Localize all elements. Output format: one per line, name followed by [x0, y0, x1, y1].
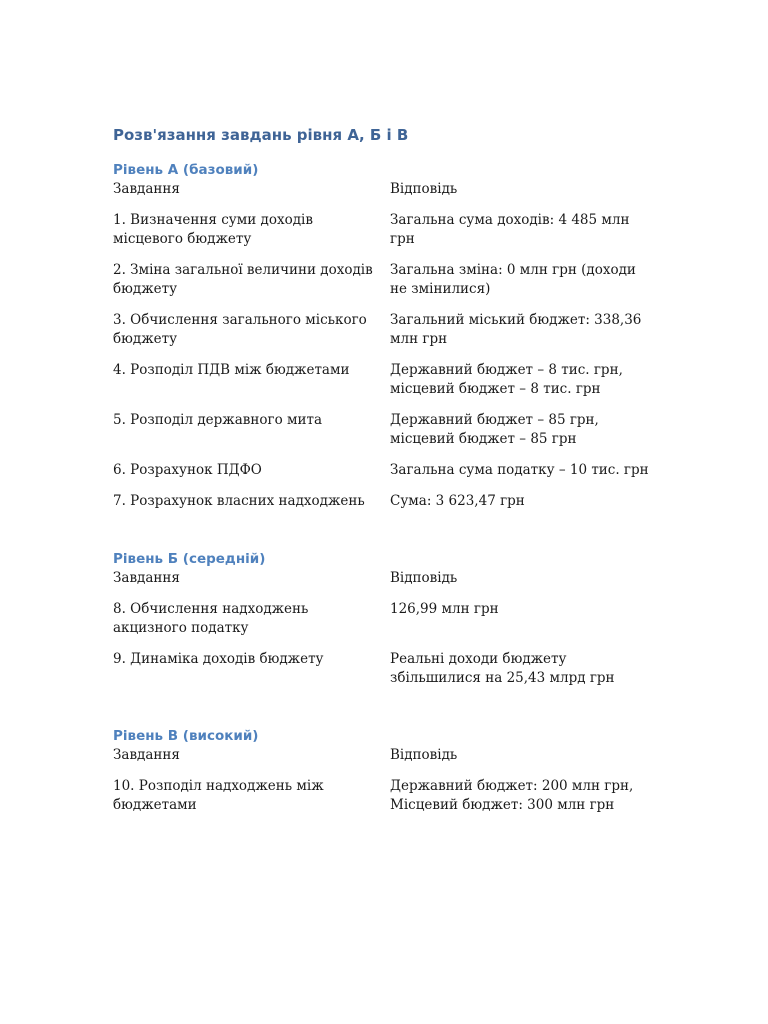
table-row — [113, 600, 653, 650]
task-cell: 10. Розподіл надходжень між бюджетами — [113, 778, 324, 813]
table-row — [113, 461, 653, 492]
table-row — [113, 211, 653, 261]
table-row — [113, 650, 653, 700]
tasks-table-level-a — [113, 180, 653, 523]
column-header-task: Завдання — [113, 181, 180, 197]
answer-cell: Загальна зміна: 0 млн грн (доходи не змінилися) — [390, 262, 636, 297]
column-header-answer: Відповідь — [390, 570, 458, 586]
task-cell: 1. Визначення суми доходів місцевого бюджету — [113, 212, 313, 247]
tasks-table-level-b — [113, 569, 653, 700]
section-level-c — [113, 726, 653, 827]
column-header-task: Завдання — [113, 570, 180, 586]
table-row — [113, 492, 653, 523]
task-cell: 4. Розподіл ПДВ між бюджетами — [113, 362, 350, 378]
table-row — [113, 411, 653, 461]
task-cell: 2. Зміна загальної величини доходів бюджету — [113, 262, 373, 297]
task-cell: 9. Динаміка доходів бюджету — [113, 651, 324, 667]
task-cell: 5. Розподіл державного мита — [113, 412, 323, 428]
answer-cell: Державний бюджет: 200 млн грн, Місцевий бюджет: 300 млн грн — [390, 778, 634, 813]
table-row — [113, 361, 653, 411]
answer-cell: Сума: 3 623,47 грн — [390, 493, 525, 509]
column-header-task: Завдання — [113, 747, 180, 763]
table-row — [113, 311, 653, 361]
task-cell: 8. Обчислення надходжень акцизного податку — [113, 601, 309, 636]
task-cell: 3. Обчислення загального міського бюджету — [113, 312, 367, 347]
task-cell: 7. Розрахунок власних надходжень — [113, 493, 365, 509]
answer-cell: Загальна сума податку – 10 тис. грн — [390, 462, 649, 478]
answer-cell: Загальна сума доходів: 4 485 млн грн — [390, 212, 630, 247]
answer-cell: 126,99 млн грн — [390, 601, 499, 617]
section-title-level-a: Рівень А (базовий) — [113, 162, 259, 178]
tasks-table-level-c — [113, 746, 653, 827]
column-header-answer: Відповідь — [390, 181, 458, 197]
section-title-level-c: Рівень В (високий) — [113, 728, 259, 744]
table-row — [113, 261, 653, 311]
answer-cell: Державний бюджет – 85 грн, місцевий бюджет – 85 грн — [390, 412, 599, 447]
section-level-a — [113, 160, 653, 523]
table-header-row — [113, 180, 653, 211]
answer-cell: Державний бюджет – 8 тис. грн, місцевий бюджет – 8 тис. грн — [390, 362, 623, 397]
task-cell: 6. Розрахунок ПДФО — [113, 462, 262, 478]
column-header-answer: Відповідь — [390, 747, 458, 763]
section-level-b — [113, 549, 653, 700]
table-header-row — [113, 569, 653, 600]
document-page — [113, 124, 653, 853]
table-row — [113, 777, 653, 827]
answer-cell: Реальні доходи бюджету збільшилися на 25,43 млрд грн — [390, 651, 615, 686]
table-header-row — [113, 746, 653, 777]
document-title: Розв'язання завдань рівня А, Б і В — [113, 126, 409, 144]
section-title-level-b: Рівень Б (середній) — [113, 551, 266, 567]
answer-cell: Загальний міський бюджет: 338,36 млн грн — [390, 312, 642, 347]
